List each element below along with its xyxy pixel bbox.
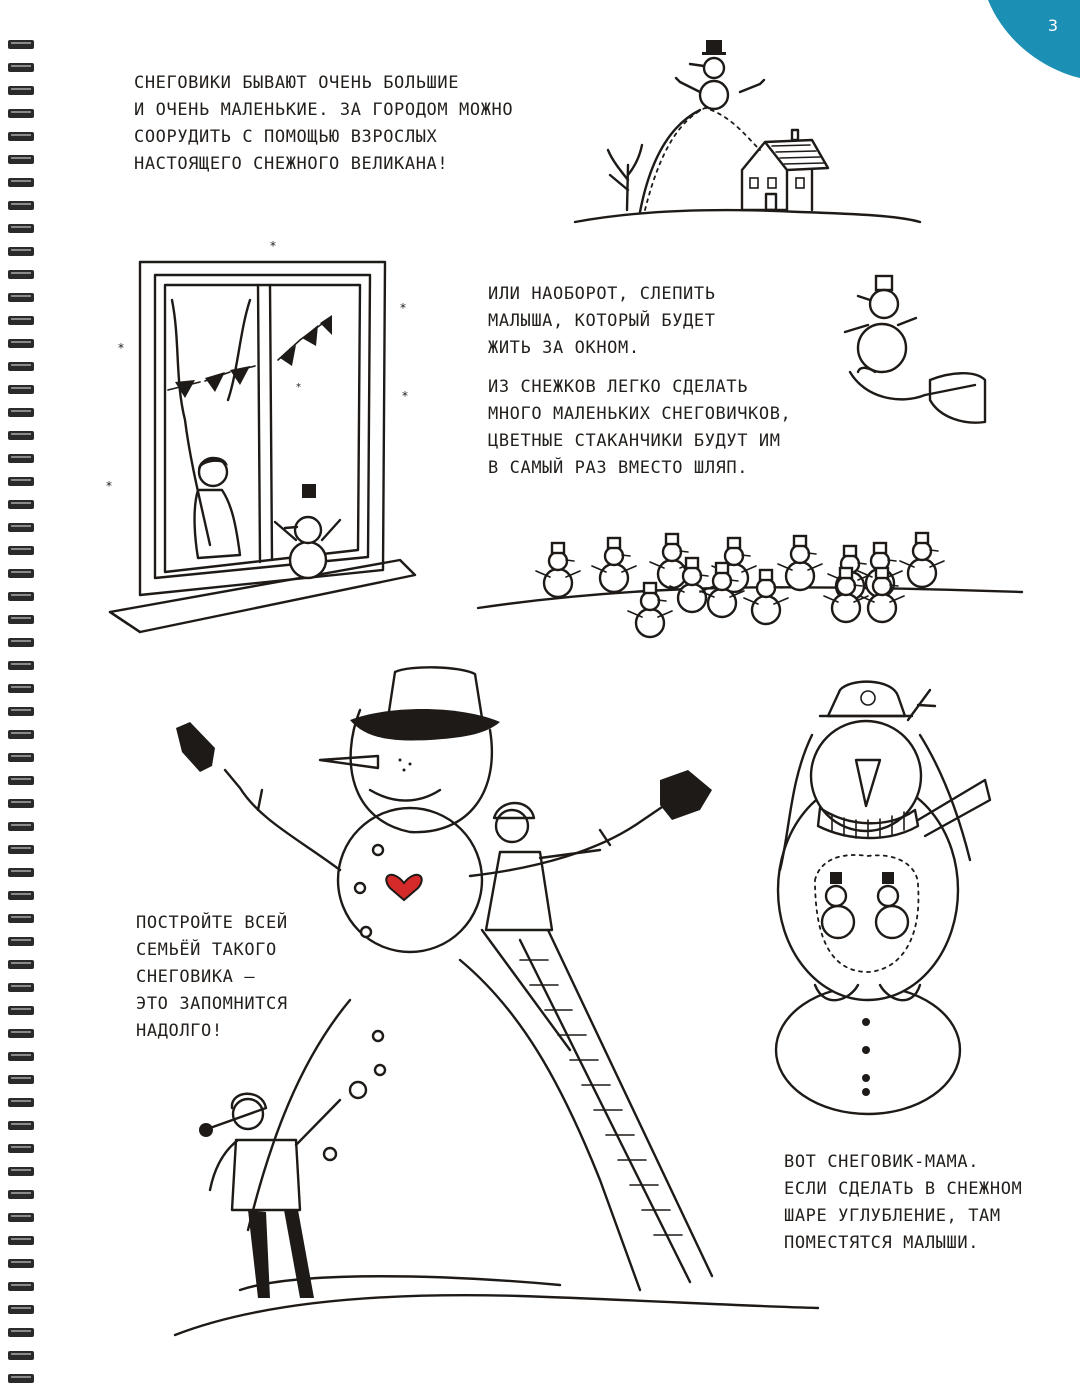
crowd-of-small-snowmen [475, 505, 1035, 655]
spiral-coil [8, 684, 34, 693]
spiral-coil [8, 1236, 34, 1245]
mama-line: ПОМЕСТЯТСЯ МАЛЫШИ. [784, 1233, 980, 1253]
spiral-coil [8, 960, 34, 969]
spiral-coil [8, 316, 34, 325]
hill-giant-snowman-illustration [570, 30, 930, 230]
spiral-coil [8, 385, 34, 394]
spiral-coil [8, 109, 34, 118]
spiral-coil [8, 40, 34, 49]
svg-text:*: * [106, 479, 112, 493]
cups-line: В САМЫЙ РАЗ ВМЕСТО ШЛЯП. [488, 458, 749, 478]
spiral-coil [8, 1259, 34, 1268]
spiral-coil [8, 891, 34, 900]
spiral-coil [8, 1144, 34, 1153]
svg-text:*: * [296, 382, 301, 393]
window-line: МАЛЫША, КОТОРЫЙ БУДЕТ [488, 311, 716, 331]
spiral-coil [8, 224, 34, 233]
spiral-coil [8, 937, 34, 946]
cups-text [488, 374, 791, 482]
spiral-coil [8, 362, 34, 371]
spiral-coil [8, 592, 34, 601]
page-corner-tab [988, 0, 1080, 78]
family-line: ЭТО ЗАПОМНИТСЯ [136, 994, 288, 1014]
spiral-coil [8, 293, 34, 302]
spiral-coil [8, 1190, 34, 1199]
spiral-coil [8, 339, 34, 348]
spiral-coil [8, 477, 34, 486]
intro-line: СООРУДИТЬ С ПОМОЩЬЮ ВЗРОСЛЫХ [134, 127, 438, 147]
window-line: ИЛИ НАОБОРОТ, СЛЕПИТЬ [488, 284, 716, 304]
spiral-coil [8, 983, 34, 992]
spiral-coil [8, 523, 34, 532]
intro-line: СНЕГОВИКИ БЫВАЮТ ОЧЕНЬ БОЛЬШИЕ [134, 73, 460, 93]
family-line: ПОСТРОЙТЕ ВСЕЙ [136, 913, 288, 933]
spiral-coil [8, 155, 34, 164]
svg-text:*: * [118, 341, 124, 355]
spiral-coil [8, 270, 34, 279]
spiral-coil [8, 569, 34, 578]
spiral-coil [8, 1167, 34, 1176]
spiral-coil [8, 730, 34, 739]
spiral-coil [8, 1374, 34, 1383]
small-snowman [744, 570, 788, 624]
small-snowman [536, 543, 580, 597]
spiral-coil [8, 1006, 34, 1015]
spiral-coil [8, 1098, 34, 1107]
spiral-coil [8, 63, 34, 72]
family-line: СНЕГОВИКА — [136, 967, 256, 987]
small-snowman [592, 538, 636, 592]
spiral-coil [8, 845, 34, 854]
spiral-coil [8, 1075, 34, 1084]
spiral-coil [8, 247, 34, 256]
svg-text:*: * [270, 239, 276, 253]
spiral-coil [8, 1052, 34, 1061]
spiral-coil [8, 822, 34, 831]
page-number: 3 [1047, 16, 1058, 35]
spiral-coil [8, 86, 34, 95]
spiral-coil [8, 431, 34, 440]
cups-line: МНОГО МАЛЕНЬКИХ СНЕГОВИЧКОВ, [488, 404, 792, 424]
spiral-coil [8, 1328, 34, 1337]
spiral-coil [8, 661, 34, 670]
spiral-coil [8, 132, 34, 141]
family-line: НАДОЛГО! [136, 1021, 223, 1041]
big-snowman-family-illustration [165, 660, 825, 1340]
spiral-coil [8, 914, 34, 923]
cups-line: ЦВЕТНЫЕ СТАКАНЧИКИ БУДУТ ИМ [488, 431, 781, 451]
mama-snowman-illustration [750, 660, 1010, 1120]
spiral-coil [8, 1029, 34, 1038]
cups-line: ИЗ СНЕЖКОВ ЛЕГКО СДЕЛАТЬ [488, 377, 749, 397]
intro-line: И ОЧЕНЬ МАЛЕНЬКИЕ. ЗА ГОРОДОМ МОЖНО [134, 100, 514, 120]
spiral-coil [8, 201, 34, 210]
small-snowman [900, 533, 944, 587]
svg-text:*: * [402, 389, 408, 403]
hand-snowman-illustration [840, 270, 990, 430]
spiral-coil [8, 615, 34, 624]
mama-line: ЕСЛИ СДЕЛАТЬ В СНЕЖНОМ [784, 1179, 1023, 1199]
mama-line: ШАРЕ УГЛУБЛЕНИЕ, ТАМ [784, 1206, 1001, 1226]
window-text [488, 281, 716, 362]
spiral-coil [8, 1213, 34, 1222]
spiral-coil [8, 776, 34, 785]
spiral-coil [8, 868, 34, 877]
window-line: ЖИТЬ ЗА ОКНОМ. [488, 338, 640, 358]
intro-text [134, 70, 513, 178]
spiral-coil [8, 753, 34, 762]
svg-text:*: * [400, 301, 406, 315]
small-snowman [778, 536, 822, 590]
spiral-coil [8, 454, 34, 463]
spiral-coil [8, 1282, 34, 1291]
spiral-coil [8, 178, 34, 187]
spiral-coil [8, 1121, 34, 1130]
spiral-coil [8, 638, 34, 647]
mama-line: ВОТ СНЕГОВИК-МАМА. [784, 1152, 980, 1172]
family-line: СЕМЬЁЙ ТАКОГО [136, 940, 277, 960]
spiral-coil [8, 408, 34, 417]
spiral-coil [8, 707, 34, 716]
spiral-coil [8, 1305, 34, 1314]
intro-line: НАСТОЯЩЕГО СНЕЖНОГО ВЕЛИКАНА! [134, 154, 449, 174]
window-illustration [100, 240, 420, 640]
spiral-coil [8, 500, 34, 509]
spiral-binding [0, 0, 40, 1398]
spiral-coil [8, 1351, 34, 1360]
spiral-coil [8, 546, 34, 555]
spiral-coil [8, 799, 34, 808]
